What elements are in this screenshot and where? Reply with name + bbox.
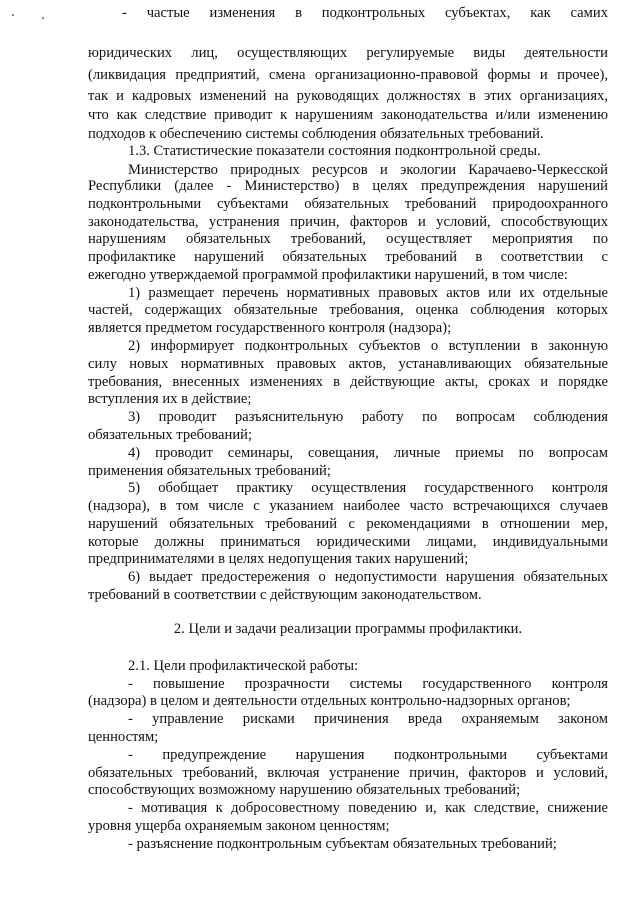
scan-speck: [42, 17, 44, 19]
text-line: юридических лиц, осуществляющих регулируемые виды деятельности: [88, 45, 608, 61]
text-line: подходов к обеспечению системы соблюдения обязательных требований.: [88, 126, 544, 142]
list-item-start: 1) размещает перечень нормативных правовых актов или их отдельные: [128, 285, 608, 301]
text-line: Республики (далее - Министерство) в целях предупреждения нарушений: [88, 178, 608, 194]
text-line: подконтрольными субъектами обязательных требований природоохранного: [88, 196, 608, 212]
text-line: ежегодно утверждаемой программой профилактики нарушений, в том числе:: [88, 267, 568, 283]
text-line: которые должны приниматься юридическими лицами, индивидуальными: [88, 534, 608, 550]
text-line: так и кадровых изменений на руководящих должностях в этих организациях,: [88, 88, 608, 104]
text-line: (надзора) в целом и деятельности отдельных контрольно-надзорных органов;: [88, 693, 571, 709]
text-line: уровня ущерба охраняемым законом ценностям;: [88, 818, 390, 834]
list-item-start: - повышение прозрачности системы государственного контроля: [128, 676, 608, 692]
text-line: требований в соответствии с действующим законодательством.: [88, 587, 482, 603]
section-title: 2. Цели и задачи реализации программы профилактики.: [173, 621, 523, 637]
text-line: (ликвидация предприятий, смена организационно-правовой формы и прочее),: [88, 67, 608, 83]
text-line: профилактике нарушений обязательных требований в соответствии с: [88, 249, 608, 265]
text-line: обязательных требований, включая устранение причин, факторов и условий,: [88, 765, 608, 781]
text-line: ценностям;: [88, 729, 159, 745]
text-line: способствующих возможному нарушению обязательных требований;: [88, 782, 521, 798]
text-line: - частые изменения в подконтрольных субъектах, как самих: [122, 5, 608, 21]
list-item-start: 4) проводит семинары, совещания, личные приемы по вопросам: [128, 445, 608, 461]
text-line: законодательства, устранения причин, факторов и условий, способствующих: [88, 214, 608, 230]
text-line: вступления их в действие;: [88, 391, 252, 407]
text-line: является предметом государственного контроля (надзора);: [88, 320, 452, 336]
subsection-heading: 2.1. Цели профилактической работы:: [128, 658, 359, 674]
text-line: нарушениям обязательных требований, осуществляет мероприятия по: [88, 231, 608, 247]
list-item-start: 6) выдает предостережения о недопустимости нарушения обязательных: [128, 569, 608, 585]
list-item-start: 2) информирует подконтрольных субъектов о вступлении в законную: [128, 338, 608, 354]
list-item-start: 3) проводит разъяснительную работу по вопросам соблюдения: [128, 409, 608, 425]
list-item-start: - предупреждение нарушения подконтрольными субъектами: [128, 747, 608, 763]
text-line: требования, внесенных изменениях в действующие акты, сроках и порядке: [88, 374, 608, 390]
text-line: нарушений обязательных требований с рекомендациями в отношении мер,: [88, 516, 608, 532]
list-item-start: 5) обобщает практику осуществления государственного контроля: [128, 480, 608, 496]
section-heading: 1.3. Статистические показатели состояния подконтрольной среды.: [128, 143, 541, 159]
text-line: частей, содержащих обязательные требования, оценка соблюдения которых: [88, 302, 608, 318]
text-line: силу новых нормативных правовых актов, устанавливающих обязательные: [88, 356, 608, 372]
text-line: Министерство природных ресурсов и экологии Карачаево-Черкесской: [128, 162, 608, 178]
scan-speck: [12, 14, 14, 16]
text-line: обязательных требований;: [88, 427, 253, 443]
list-item-start: - разъяснение подконтрольным субъектам обязательных требований;: [128, 836, 557, 852]
text-line: предпринимателями в целях недопущения таких нарушений;: [88, 551, 469, 567]
text-line: применения обязательных требований;: [88, 463, 331, 479]
text-line: (надзора), в том числе с указанием наиболее часто встречающихся случаев: [88, 498, 608, 514]
list-item-start: - управление рисками причинения вреда охраняемым законом: [128, 711, 608, 727]
list-item-start: - мотивация к добросовестному поведению и, как следствие, снижение: [128, 800, 608, 816]
text-line: что как следствие приводит к нарушениям законодательства и/или изменению: [88, 107, 608, 123]
